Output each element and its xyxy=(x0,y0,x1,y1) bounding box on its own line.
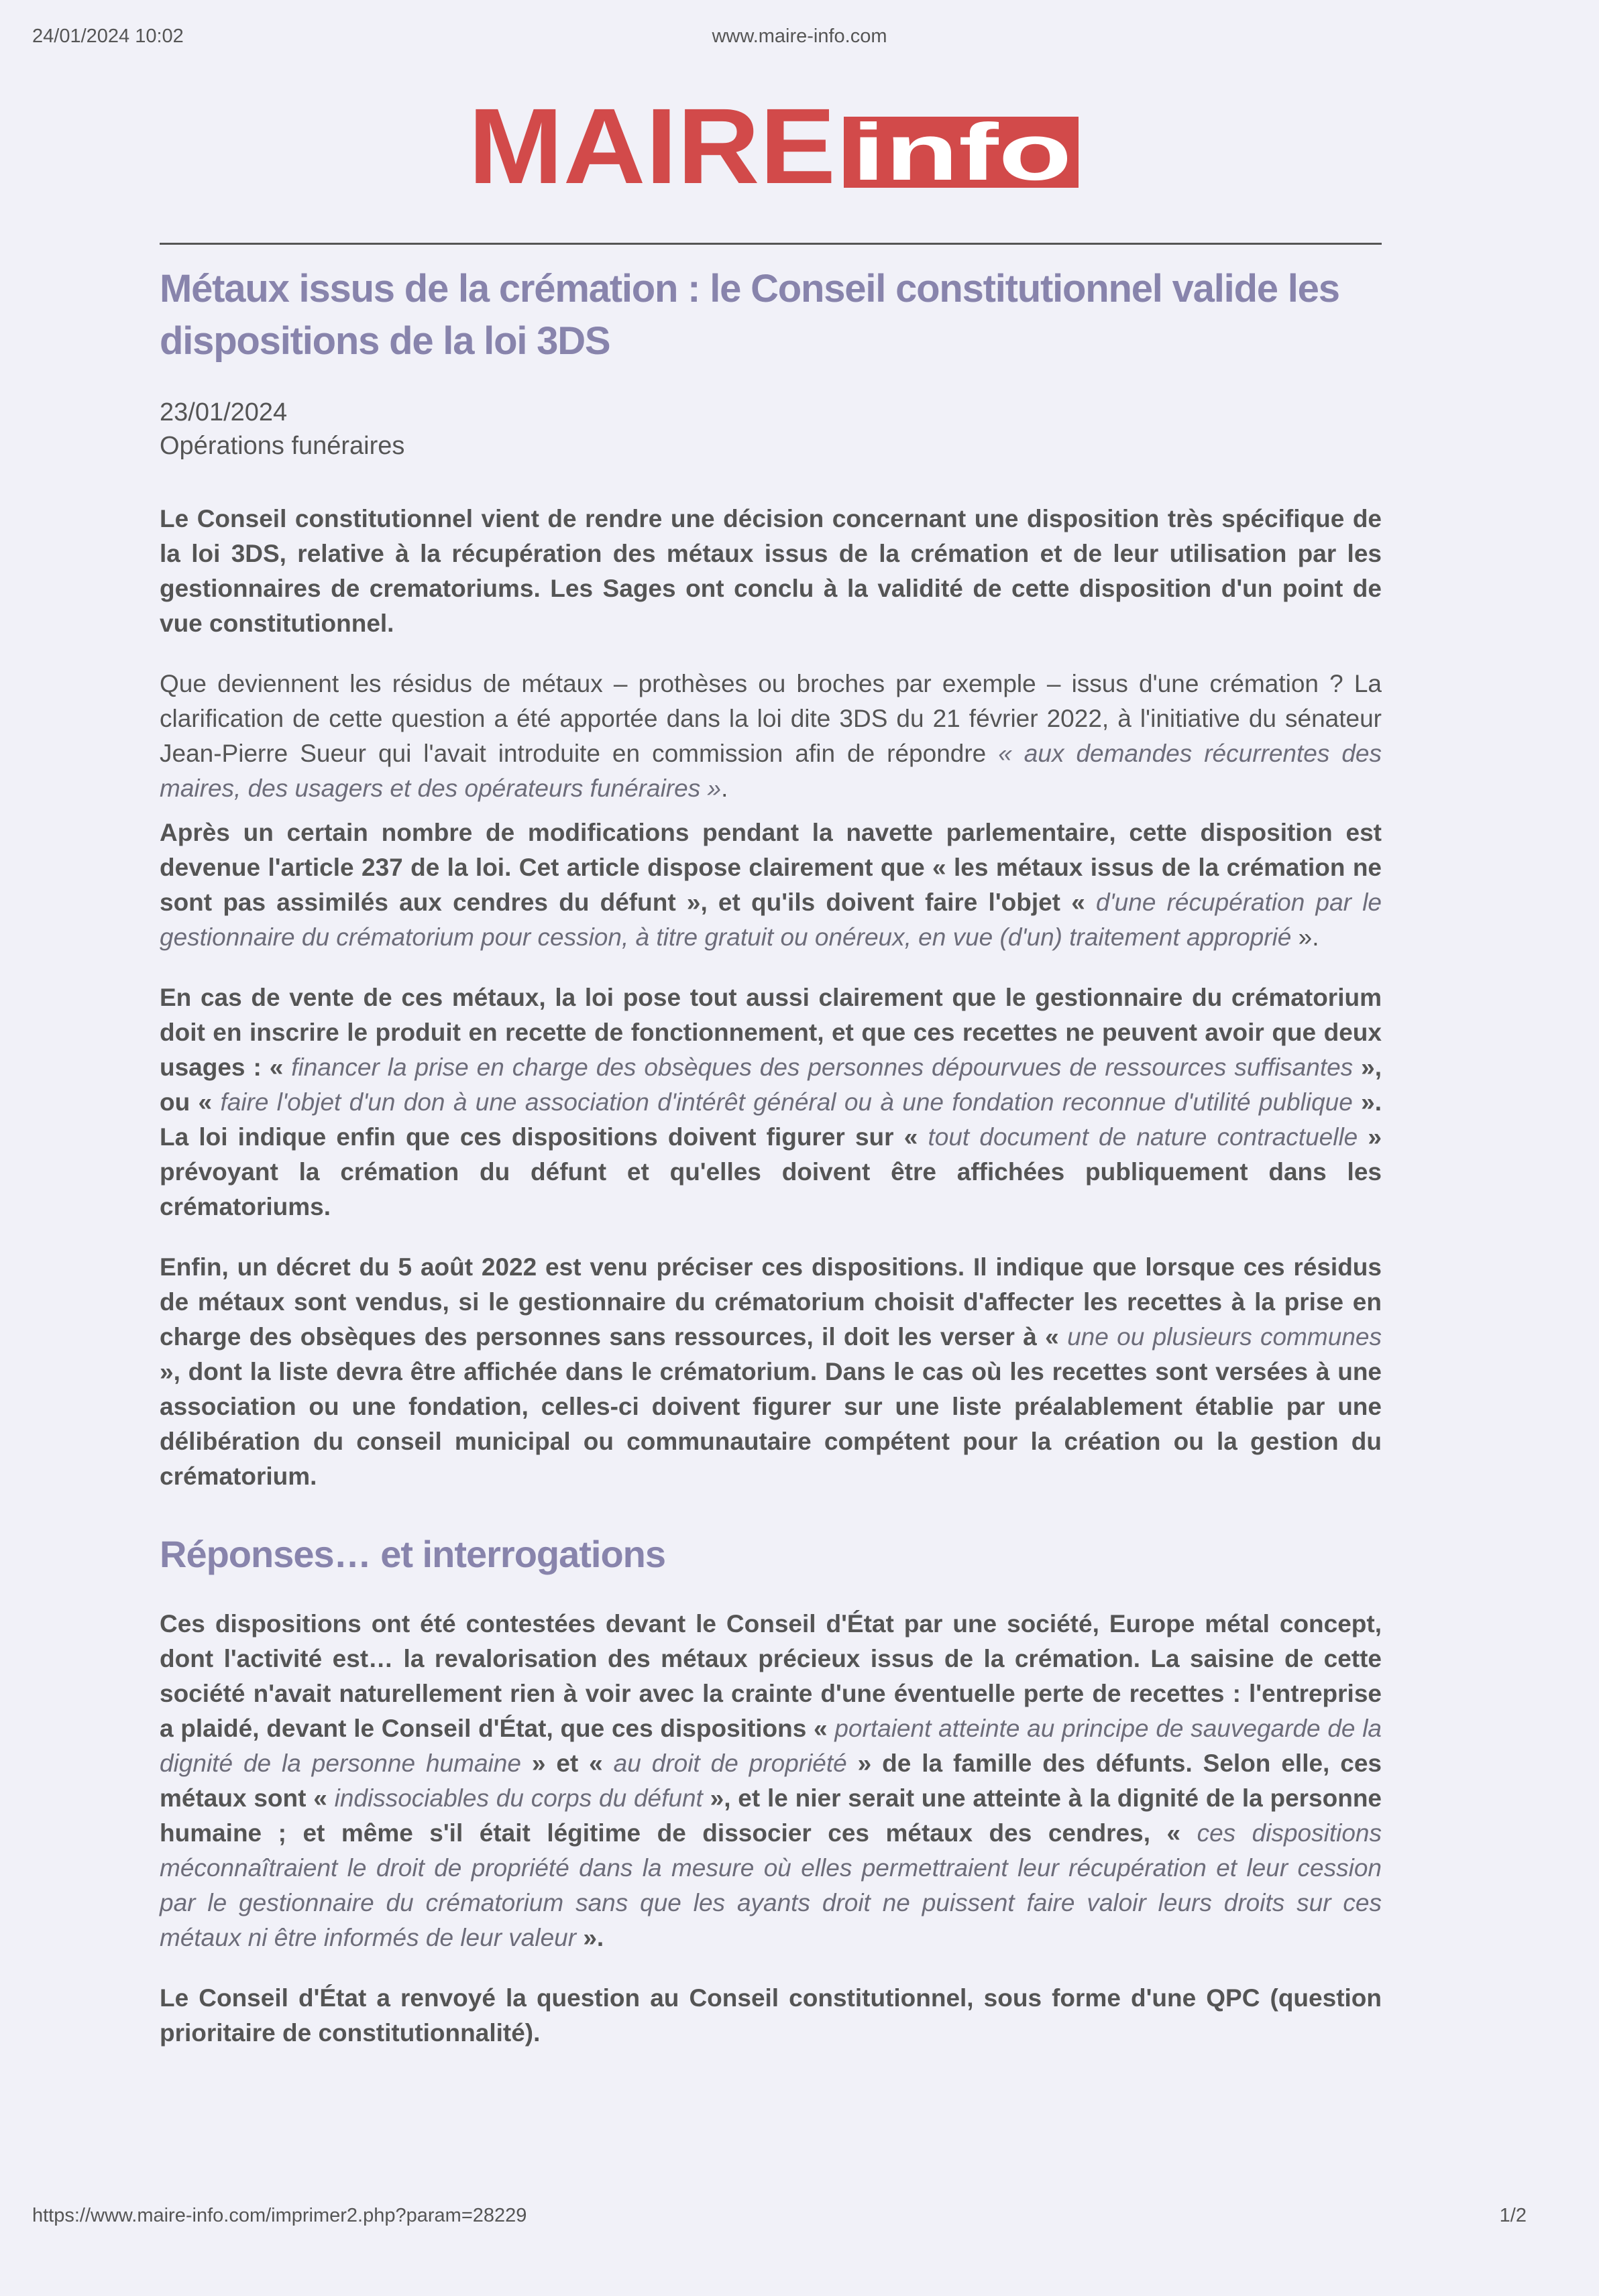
article-lead: Le Conseil constitutionnel vient de rendre une décision concernant une disposition très spécifique de la loi 3DS, relative à la récupération des métaux issus de la crémation et de leur utilisation par les gestionnaires de crematoriums. Les Sages ont conclu à la validité de cette disposition d'un point de vue constitutionnel. xyxy=(160,505,1382,637)
article xyxy=(160,263,1382,2051)
header-divider xyxy=(160,243,1382,245)
paragraph-2: Après un certain nombre de modifications pendant la navette parlementaire, cette disposition est devenue l'article 237 de la loi. Cet article dispose clairement que « les métaux issus de la crémation ne sont pas assimilés aux cendres du défunt », et qu'ils doivent faire l'objet « d'une récupération par le gestionnaire du crématorium pour cession, à titre gratuit ou onéreux, en vue (d'un) traitement approprié ». xyxy=(160,819,1382,951)
print-url: https://www.maire-info.com/imprimer2.php?param=28229 xyxy=(32,2205,527,2226)
article-category: Opérations funéraires xyxy=(160,432,405,460)
print-footer xyxy=(32,2205,1527,2232)
page-number: 1/2 xyxy=(1499,2205,1527,2226)
print-datetime: 24/01/2024 10:02 xyxy=(32,25,184,47)
paragraph-3: En cas de vente de ces métaux, la loi pose tout aussi clairement que le gestionnaire du crématorium doit en inscrire le produit en recette de fonctionnement, et que ces recettes ne peuvent avoir que deux usages : « financer la prise en charge des obsèques des personnes dépourvues de ressources suffisantes », ou « faire l'objet d'un don à une association d'intérêt général ou à une fondation reconnue d'utilité publique ». La loi indique enfin que ces dispositions doivent figurer sur « tout document de nature contractuelle » prévoyant la crémation du défunt et qu'elles doivent être affichées publiquement dans les crématoriums. xyxy=(160,984,1382,1220)
article-date: 23/01/2024 xyxy=(160,398,288,426)
logo-graphic xyxy=(468,101,1079,188)
svg-text:info: info xyxy=(852,107,1072,188)
maire-info-logo xyxy=(468,101,1079,188)
svg-text:MAIRE: MAIRE xyxy=(468,101,836,188)
print-header xyxy=(32,25,1567,52)
section-heading: Réponses… et interrogations xyxy=(160,1533,666,1575)
paragraph-6: Le Conseil d'État a renvoyé la question au Conseil constitutionnel, sous forme d'une QPC (question prioritaire de constitutionnalité). xyxy=(160,1984,1382,2047)
article-title: Métaux issus de la crémation : le Conseil constitutionnel valide les dispositions de la loi 3DS xyxy=(160,267,1339,363)
paragraph-5: Ces dispositions ont été contestées devant le Conseil d'État par une société, Europe métal concept, dont l'activité est… la revalorisation des métaux précieux issus de la crémation. La saisine de cette société n'avait naturellement rien à voir avec la crainte d'une éventuelle perte de recettes : l'entreprise a plaidé, devant le Conseil d'État, que ces dispositions « portaient atteinte au principe de sauvegarde de la dignité de la personne humaine » et « au droit de propriété » de la famille des défunts. Selon elle, ces métaux sont « indissociables du corps du défunt », et le nier serait une atteinte à la dignité de la personne humaine ; et même s'il était légitime de dissocier ces métaux des cendres, « ces dispositions méconnaîtraient le droit de propriété dans la mesure où elles permettraient leur récupération et leur cession par le gestionnaire du crématorium sans que les ayants droit ne puissent faire valoir leurs droits sur ces métaux ni être informés de leur valeur ». xyxy=(160,1610,1382,1951)
print-site: www.maire-info.com xyxy=(712,25,887,47)
paragraph-4: Enfin, un décret du 5 août 2022 est venu préciser ces dispositions. Il indique que lorsque ces résidus de métaux sont vendus, si le gestionnaire du crématorium choisit d'affecter les recettes à la prise en charge des obsèques des personnes sans ressources, il doit les verser à « une ou plusieurs communes », dont la liste devra être affichée dans le crématorium. Dans le cas où les recettes sont versées à une association ou une fondation, celles-ci doivent figurer sur une liste préalablement établie par une délibération du conseil municipal ou communautaire compétent pour la création ou la gestion du crématorium. xyxy=(160,1253,1382,1490)
paragraph-1: Que deviennent les résidus de métaux – prothèses ou broches par exemple – issus d'une crémation ? La clarification de cette question a été apportée dans la loi dite 3DS du 21 février 2022, à l'initiative du sénateur Jean-Pierre Sueur qui l'avait introduite en commission afin de répondre « aux demandes récurrentes des maires, des usagers et des opérateurs funéraires ». xyxy=(160,670,1382,802)
